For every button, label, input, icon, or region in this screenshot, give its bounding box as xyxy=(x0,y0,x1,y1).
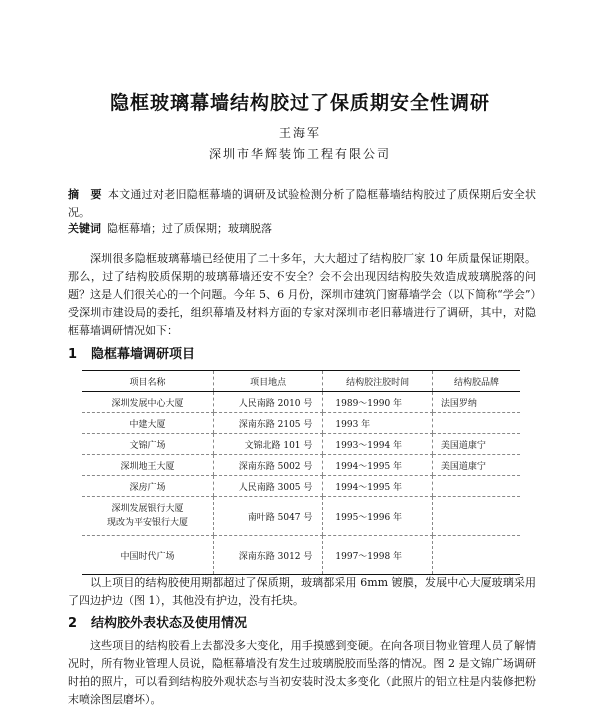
paper-title: 隐框玻璃幕墙结构胶过了保质期安全性调研 xyxy=(109,92,490,114)
col-header-time: 结构胶注胶时间 xyxy=(323,371,433,392)
keywords xyxy=(68,220,536,238)
cell-name: 中建大厦 xyxy=(82,413,213,434)
cell-name: 深圳地王大厦 xyxy=(82,455,213,476)
table-row xyxy=(82,434,520,455)
cell-brand: 美国道康宁 xyxy=(432,455,520,476)
after-table-paragraph: 以上项目的结构胶使用期都超过了保质期，玻璃都采用 6mm 镀膜，发展中心大厦玻璃采用了四边护边（图 1），其他没有护边，没有托块。 xyxy=(68,576,536,607)
table-row xyxy=(82,392,520,413)
table-header-row xyxy=(82,371,520,392)
cell-address: 文锦北路 101 号 xyxy=(213,434,323,455)
col-header-address: 项目地点 xyxy=(213,371,323,392)
cell-time: 1994～1995 年 xyxy=(323,455,433,476)
col-header-brand: 结构胶品牌 xyxy=(432,371,520,392)
abstract xyxy=(68,186,536,222)
cell-address: 深南东路 3012 号 xyxy=(213,536,323,575)
intro-paragraph: 深圳很多隐框玻璃幕墙已经使用了二十多年，大大超过了结构胶厂家 10 年质量保证期限。那么，过了结构胶质保期的玻璃幕墙还安不安全？会不会出现因结构胶失效造成玻璃脱落的问题？这是人们很关心的一个问题。今年 5、6 月份，深圳市建筑门窗幕墙学会（以下简称“学会”）受深圳市建设局的委托，组织幕墙及材料方面的专家对深圳市老旧幕墙进行了调研，其中，对隐框幕墙调研情况如下： xyxy=(68,252,536,337)
section-2-title: 结构胶外表状态及使用情况 xyxy=(91,616,248,631)
cell-address: 深南东路 2105 号 xyxy=(213,413,323,434)
cell-name: 深圳发展中心大厦 xyxy=(82,392,213,413)
cell-brand: 美国道康宁 xyxy=(432,434,520,455)
cell-address: 深南东路 5002 号 xyxy=(213,455,323,476)
abstract-text: 本文通过对老旧隐框幕墙的调研及试验检测分析了隐框幕墙结构胶过了质保期后安全状况。 xyxy=(68,188,537,219)
table-row xyxy=(82,497,520,536)
cell-address: 南叶路 5047 号 xyxy=(213,497,323,536)
section-1-title: 隐框幕墙调研项目 xyxy=(91,347,196,362)
cell-time: 1989～1990 年 xyxy=(323,392,433,413)
section-2-paragraph: 这些项目的结构胶看上去都没多大变化，用手摸感到变硬。在向各项目物业管理人员了解情况时，所有物业管理人员说，隐框幕墙没有发生过玻璃脱胶而坠落的情况。图 2 是文锦广场调研时拍的照片，可以看到结构胶外观状态与当初安装时没太多变化（此照片的铝立柱是内装修把粉末喷涂图层磨坏）。 xyxy=(68,639,536,706)
author-name: 王海军 xyxy=(278,126,321,140)
keywords-label: 关键词 xyxy=(68,222,101,235)
cell-brand xyxy=(432,413,520,434)
cell-time: 1993 年 xyxy=(323,413,433,434)
projects-table xyxy=(82,370,520,575)
cell-name-line-2: 现改为平安银行大厦 xyxy=(106,518,188,528)
cell-address: 人民南路 3005 号 xyxy=(213,476,323,497)
table-row xyxy=(82,455,520,476)
cell-time: 1994～1995 年 xyxy=(323,476,433,497)
cell-time: 1997～1998 年 xyxy=(323,536,433,575)
cell-time: 1995～1996 年 xyxy=(323,497,433,536)
cell-name: 文锦广场 xyxy=(82,434,213,455)
table-row xyxy=(82,476,520,497)
section-1-heading xyxy=(68,343,195,362)
table-row xyxy=(82,536,520,575)
abstract-label: 摘 要 xyxy=(68,188,102,201)
cell-name: 深房广场 xyxy=(82,476,213,497)
section-2-heading xyxy=(68,612,247,631)
cell-brand xyxy=(432,536,520,575)
section-1-number: 1 xyxy=(68,347,78,362)
cell-brand xyxy=(432,476,520,497)
section-2-number: 2 xyxy=(68,616,78,631)
cell-time: 1993～1994 年 xyxy=(323,434,433,455)
cell-address: 人民南路 2010 号 xyxy=(213,392,323,413)
table-row xyxy=(82,413,520,434)
col-header-name: 项目名称 xyxy=(82,371,213,392)
cell-name xyxy=(82,497,213,536)
cell-brand: 法国罗纳 xyxy=(432,392,520,413)
cell-brand xyxy=(432,497,520,536)
author-affiliation: 深圳市华辉装饰工程有限公司 xyxy=(208,147,391,161)
cell-name: 中国时代广场 xyxy=(82,536,213,575)
keywords-text: 隐框幕墙；过了质保期；玻璃脱落 xyxy=(107,222,272,235)
cell-name-line-1: 深圳发展银行大厦 xyxy=(111,504,184,514)
